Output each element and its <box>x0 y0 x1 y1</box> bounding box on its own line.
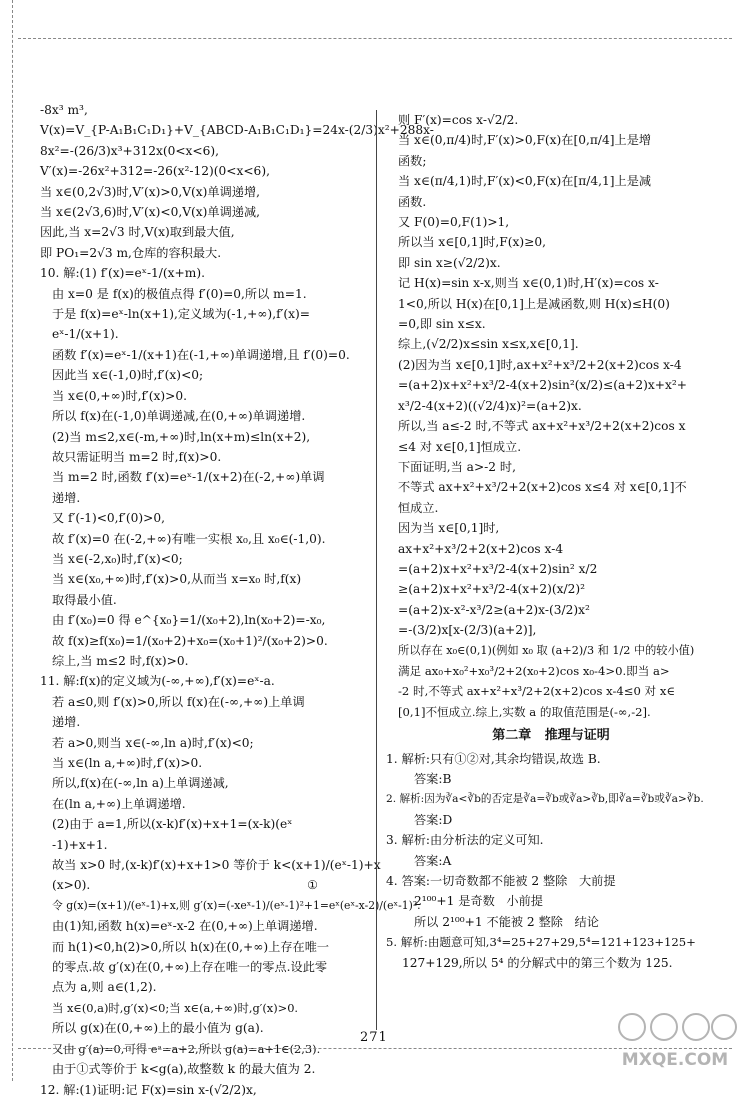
text-line: ≤4 对 x∈[0,1]恒成立. <box>398 439 522 454</box>
text-line: 下面证明,当 a>-2 时, <box>398 459 516 474</box>
text-line: 因此,当 x=2√3 时,V(x)取到最大值, <box>40 225 235 240</box>
text-line: ax+x²+x³/2+2(x+2)cos x-4 <box>398 541 564 556</box>
text-line: 递增. <box>52 490 81 505</box>
text-line: =(a+2)x+x²+x³/2-4(x+2)sin²(x/2)≤(a+2)x+x²+ <box>398 378 687 393</box>
text-line: =(a+2)x+x²+x³/2-4(x+2)sin² x/2 <box>398 561 598 576</box>
text-line: 当 m=2 时,函数 f′(x)=eˣ-1/(x+2)在(-2,+∞)单调 <box>52 470 325 485</box>
text-line: 在(ln a,+∞)上单调递增. <box>52 796 186 811</box>
right-text-column <box>386 110 716 973</box>
watermark-text: MXQE.COM <box>621 1050 729 1070</box>
text-line: (x>0). ① <box>52 878 319 893</box>
text-line: 综上,当 m≤2 时,f(x)>0. <box>52 653 189 668</box>
text-line: 当 x∈(ln a,+∞)时,f′(x)>0. <box>52 756 203 770</box>
text-line: 记 H(x)=sin x-x,则当 x∈(0,1)时,H′(x)=cos x- <box>398 276 659 291</box>
watermark-logo <box>610 1003 740 1075</box>
text-line: 而 h(1)<0,h(2)>0,所以 h(x)在(0,+∞)上存在唯一 <box>52 939 330 954</box>
text-line: 5. 解析:由题意可知,3⁴=25+27+29,5⁴=121+123+125+ <box>386 935 696 950</box>
text-line: 故当 x>0 时,(x-k)f′(x)+x+1>0 等价于 k<(x+1)/(eˣ-1)+x <box>52 858 381 873</box>
text-line: 由于①式等价于 k<g(a),故整数 k 的最大值为 2. <box>52 1062 316 1077</box>
text-line: 所以,f(x)在(-∞,ln a)上单调递减, <box>52 776 229 791</box>
text-line: 2. 解析:因为∛a<∛b的否定是∛a=∛b或∛a>∛b,即∛a=∛b或∛a>∛b. <box>386 793 704 806</box>
text-line: 由 f′(x₀)=0 得 e^{x₀}=1/(x₀+2),ln(x₀+2)=-x₀, <box>52 613 326 628</box>
text-line: 由(1)知,函数 h(x)=eˣ-x-2 在(0,+∞)上单调递增. <box>52 919 318 934</box>
text-line: 故 f(x)≥f(x₀)=1/(x₀+2)+x₀=(x₀+1)²/(x₀+2)>0. <box>52 633 328 648</box>
text-line: 当 x∈(x₀,+∞)时,f′(x)>0,从而当 x=x₀ 时,f(x) <box>52 572 302 587</box>
text-line: 8x²=-(26/3)x³+312x(0<x<6), <box>40 143 220 158</box>
text-line: (2)因为当 x∈[0,1]时,ax+x²+x³/2+2(x+2)cos x-4 <box>398 357 682 372</box>
text-line: 若 a≤0,则 f′(x)>0,所以 f(x)在(-∞,+∞)上单调 <box>52 694 305 709</box>
text-line: 答案:A <box>414 853 452 868</box>
text-line: 的零点.故 g′(x)在(0,+∞)上存在唯一的零点.设此零 <box>52 960 328 975</box>
text-line: 所以 f(x)在(-1,0)单调递减,在(0,+∞)单调递增. <box>52 409 306 424</box>
text-line: 函数; <box>398 153 427 168</box>
text-line: 又由 g′(a)=0,可得 eᵃ=a+2,所以 g(a)=a+1∈(2,3). <box>52 1041 321 1056</box>
text-line: 即 sin x≥(√2/2)x. <box>398 255 501 270</box>
text-line: 11. 解:f(x)的定义域为(-∞,+∞),f′(x)=eˣ-a. <box>40 674 275 689</box>
chapter-heading: 第二章 推理与证明 <box>492 728 610 744</box>
text-line: 2¹⁰⁰+1 是奇数 小前提 <box>414 894 543 909</box>
text-line: 当 x∈(-2,x₀)时,f′(x)<0; <box>52 551 183 566</box>
text-line: 故 f′(x)=0 在(-2,+∞)有唯一实根 x₀,且 x₀∈(-1,0). <box>52 531 326 546</box>
text-line: 当 x∈(π/4,1)时,F′(x)<0,F(x)在[π/4,1]上是减 <box>398 174 652 189</box>
text-line: 当 x∈(0,+∞)时,f′(x)>0. <box>52 388 188 403</box>
text-line: 1. 解析:只有①②对,其余均错误,故选 B. <box>386 751 601 766</box>
text-line: V′(x)=-26x²+312=-26(x²-12)(0<x<6), <box>40 164 270 179</box>
text-line: 令 g(x)=(x+1)/(eˣ-1)+x,则 g′(x)=(-xeˣ-1)/(eˣ-1)²+1=eˣ(eˣ-x-2)/(eˣ-1)². <box>52 898 421 912</box>
text-line: 答案:D <box>414 812 453 827</box>
text-line: -1)+x+1. <box>52 837 108 852</box>
text-line: 由 x=0 是 f(x)的极值点得 f′(0)=0,所以 m=1. <box>52 286 307 301</box>
text-line: 于是 f(x)=eˣ-ln(x+1),定义域为(-1,+∞),f′(x)= <box>52 307 310 322</box>
text-line: =(a+2)x-x²-x³/2≥(a+2)x-(3/2)x² <box>398 602 590 617</box>
text-line: 故只需证明当 m=2 时,f(x)>0. <box>52 449 222 464</box>
text-line: V(x)=V_{P-A₁B₁C₁D₁}+V_{ABCD-A₁B₁C₁D₁}=24x-(2/3)x²+288x- <box>40 123 434 138</box>
text-line: 所以 2¹⁰⁰+1 不能被 2 整除 结论 <box>414 914 599 929</box>
text-line: 所以存在 x₀∈(0,1)(例如 x₀ 取 (a+2)/3 和 1/2 中的较小值) <box>398 643 695 657</box>
left-dashed-margin-line <box>12 0 13 1081</box>
text-line: 又 f′(-1)<0,f′(0)>0, <box>52 511 165 526</box>
text-line: 当 x∈(0,π/4)时,F′(x)>0,F(x)在[0,π/4]上是增 <box>398 133 652 148</box>
text-line: -8x³ m³, <box>40 103 88 117</box>
text-line: 递增. <box>52 715 81 730</box>
top-dashed-cut-line <box>18 38 732 39</box>
column-divider <box>376 110 377 1030</box>
text-line: 则 F′(x)=cos x-√2/2. <box>398 113 519 127</box>
text-line: 函数. <box>398 194 427 209</box>
text-line: 所以,当 a≤-2 时,不等式 ax+x²+x³/2+2(x+2)cos x <box>398 419 686 434</box>
text-line: 12. 解:(1)证明:记 F(x)=sin x-(√2/2)x, <box>40 1082 257 1097</box>
text-line: 又 F(0)=0,F(1)>1, <box>398 215 510 230</box>
text-line: -2 时,不等式 ax+x²+x³/2+2(x+2)cos x-4≤0 对 x∈ <box>398 684 675 699</box>
text-line: [0,1]不恒成立.综上,实数 a 的取值范围是(-∞,-2]. <box>398 704 651 719</box>
text-line: 因此当 x∈(-1,0)时,f′(x)<0; <box>52 368 204 383</box>
text-line: 当 x∈(0,a)时,g′(x)<0;当 x∈(a,+∞)时,g′(x)>0. <box>52 1000 299 1015</box>
text-line: 即 PO₁=2√3 m,仓库的容积最大. <box>40 245 222 260</box>
text-line: 3. 解析:由分析法的定义可知. <box>386 833 544 848</box>
text-line: 1<0,所以 H(x)在[0,1]上是减函数,则 H(x)≤H(0) <box>398 296 670 311</box>
text-line: 所以当 x∈[0,1]时,F(x)≥0, <box>398 235 546 250</box>
text-line: 答案:B <box>414 772 452 786</box>
text-line: 4. 答案:一切奇数都不能被 2 整除 大前提 <box>386 874 616 889</box>
text-line: ≥(a+2)x+x²+x³/2-4(x+2)(x/2)² <box>398 582 585 597</box>
text-line: 所以 g(x)在(0,+∞)上的最小值为 g(a). <box>52 1021 264 1036</box>
text-line: 恒成立. <box>398 500 439 515</box>
page-number: 271 <box>360 1030 388 1045</box>
text-line: (2)当 m≤2,x∈(-m,+∞)时,ln(x+m)≤ln(x+2), <box>52 429 311 444</box>
text-line: 因为当 x∈[0,1]时, <box>398 521 500 536</box>
text-line: 10. 解:(1) f′(x)=eˣ-1/(x+m). <box>40 266 205 281</box>
text-line: x³/2-4(x+2)((√2/4)x)²=(a+2)x. <box>398 398 582 413</box>
text-line: (2)由于 a=1,所以(x-k)f′(x)+x+1=(x-k)(eˣ <box>52 817 293 832</box>
text-line: eˣ-1/(x+1). <box>52 327 119 342</box>
text-line: 满足 ax₀+x₀²+x₀³/2+2(x₀+2)cos x₀-4>0.即当 a> <box>398 663 670 678</box>
text-line: 当 x∈(0,2√3)时,V′(x)>0,V(x)单调递增, <box>40 184 261 199</box>
text-line: =-(3/2)x[x-(2/3)(a+2)], <box>398 623 537 638</box>
text-line: 127+129,所以 5⁴ 的分解式中的第三个数为 125. <box>402 955 673 970</box>
text-line: 综上,(√2/2)x≤sin x≤x,x∈[0,1]. <box>398 337 579 352</box>
text-line: 当 x∈(2√3,6)时,V′(x)<0,V(x)单调递减, <box>40 205 261 220</box>
text-line: 函数 f′(x)=eˣ-1/(x+1)在(-1,+∞)单调递增,且 f′(0)=0. <box>52 347 350 362</box>
text-line: =0,即 sin x≤x. <box>398 317 486 332</box>
text-line: 取得最小值. <box>52 592 117 607</box>
text-line: 点为 a,则 a∈(1,2). <box>52 980 157 995</box>
text-line: 若 a>0,则当 x∈(-∞,ln a)时,f′(x)<0; <box>52 735 254 750</box>
text-line: 不等式 ax+x²+x³/2+2(x+2)cos x≤4 对 x∈[0,1]不 <box>398 480 687 495</box>
